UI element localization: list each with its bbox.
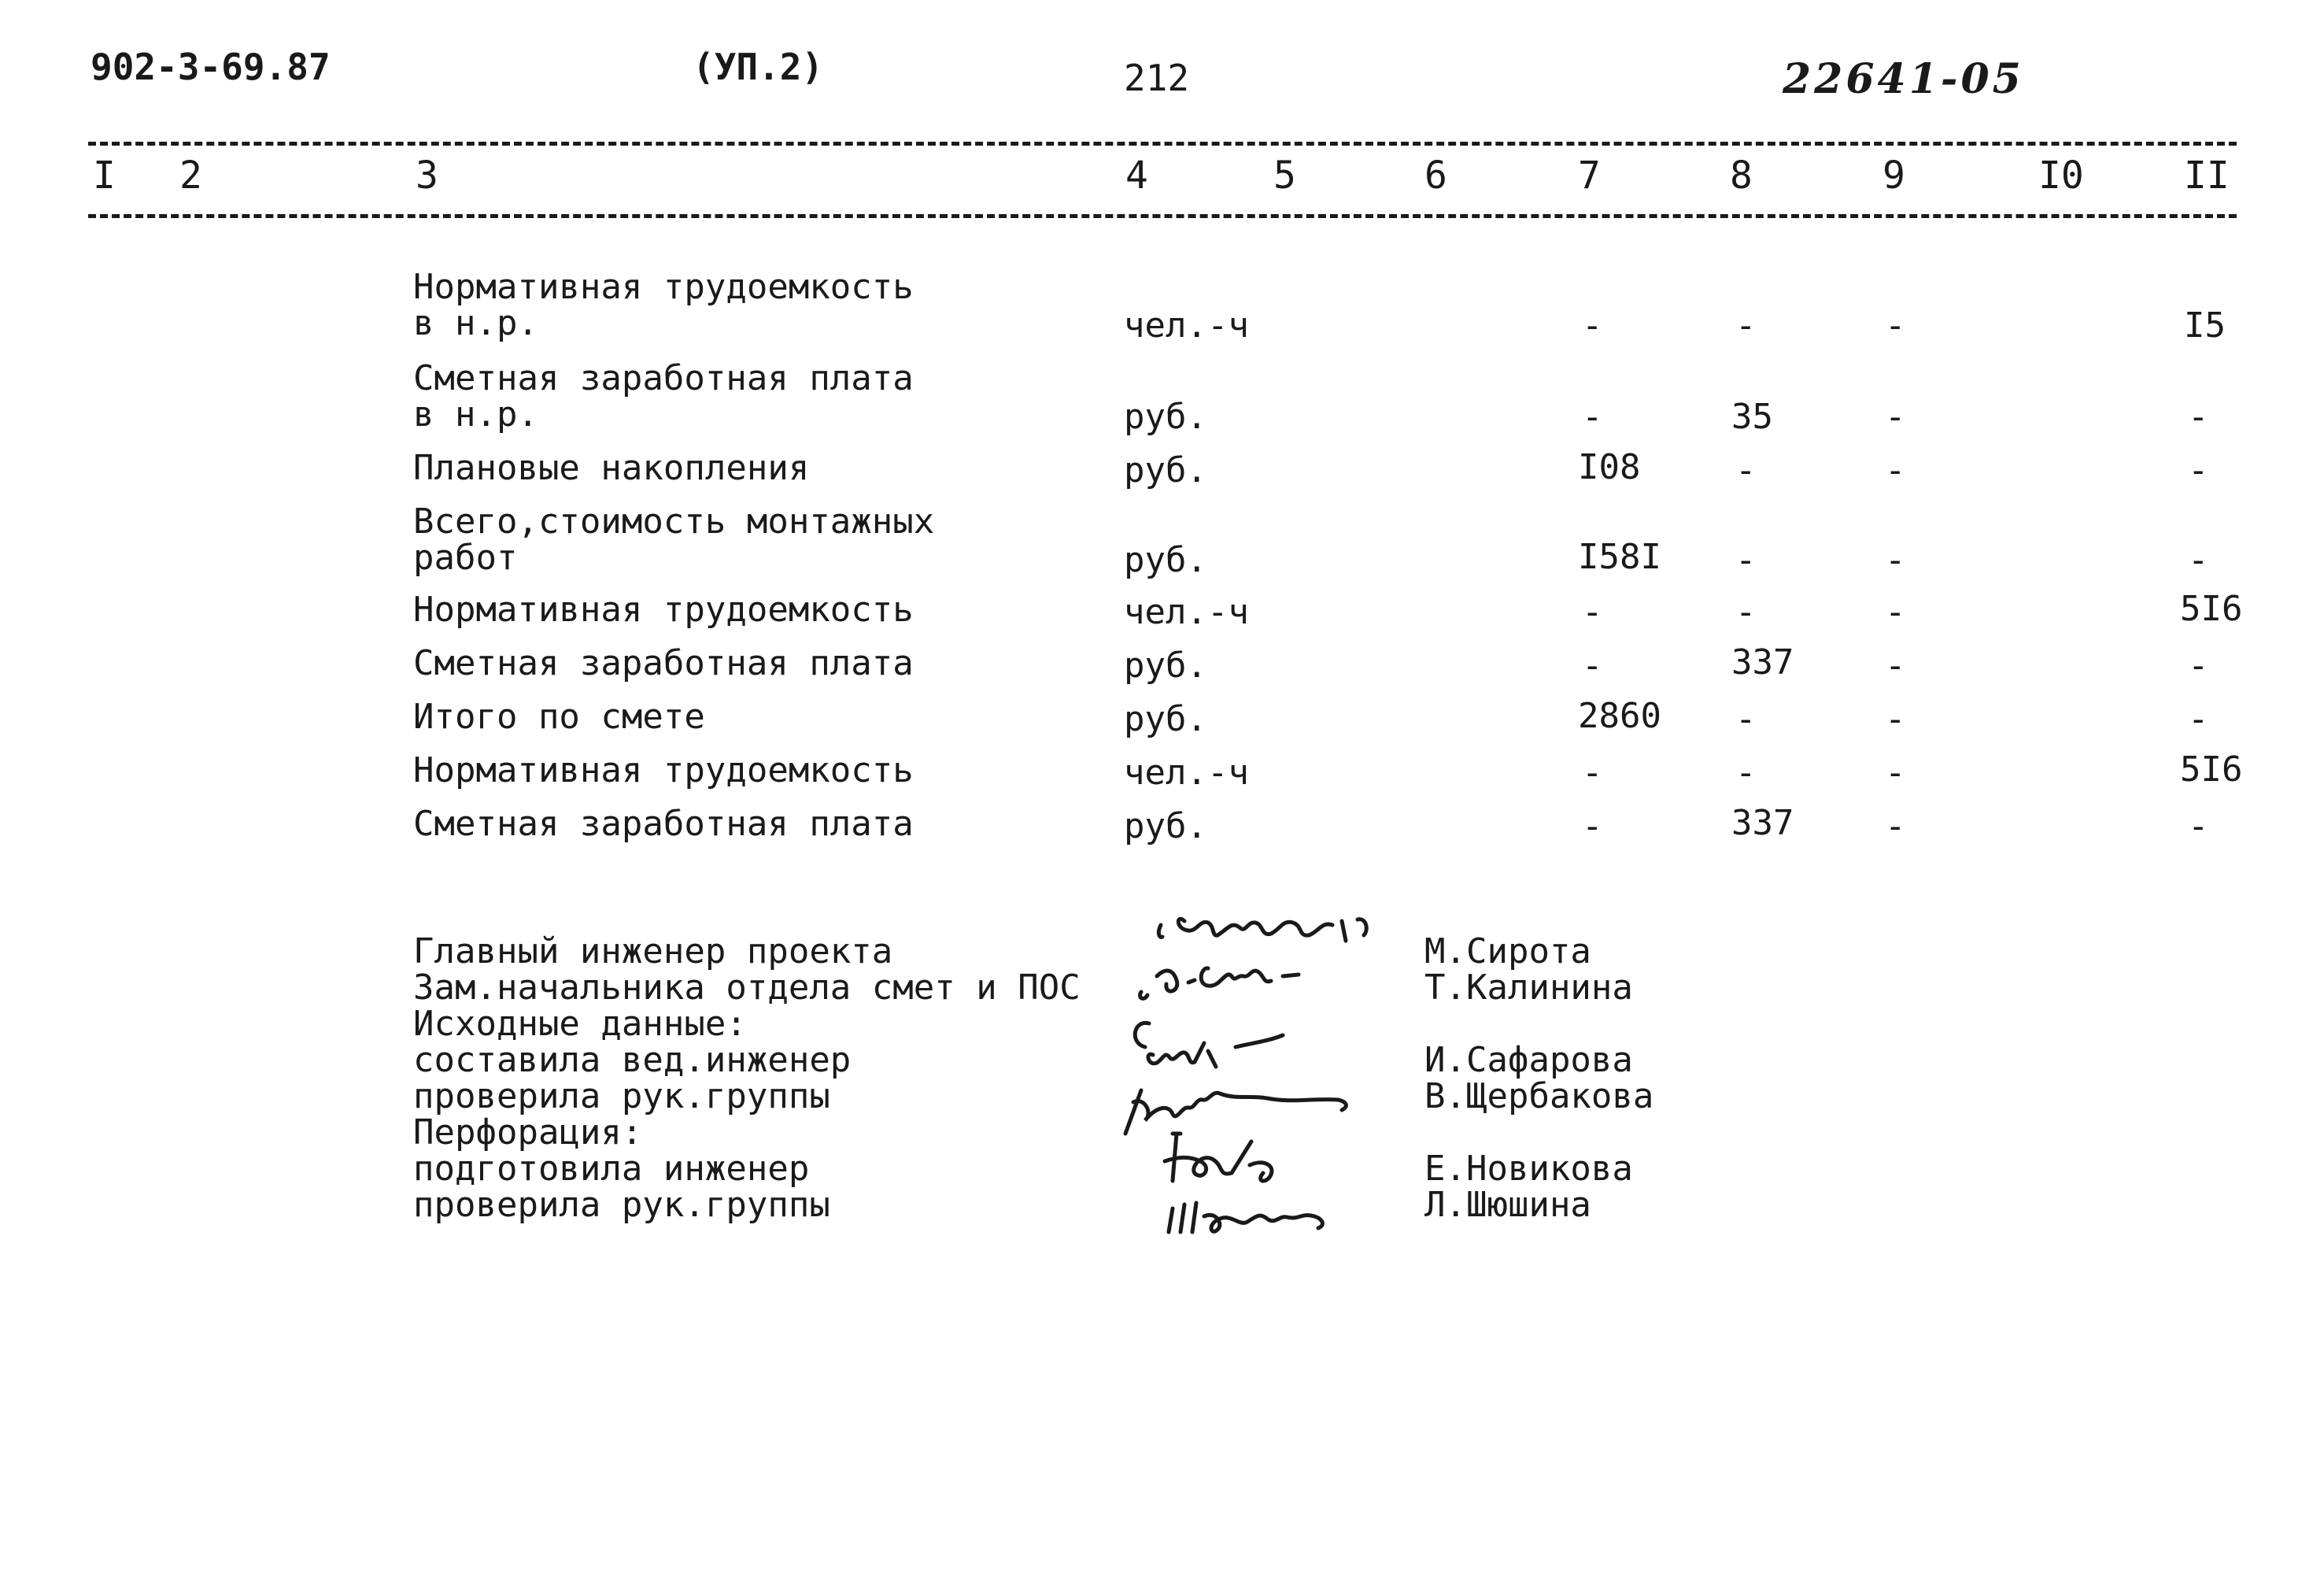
row-col9: - — [1885, 592, 1906, 632]
role-chief-engineer: Главный инженер проекта — [413, 931, 893, 971]
col-4-number: 4 — [1125, 154, 1148, 198]
row-unit: руб. — [1124, 646, 1207, 686]
row-col8: 337 — [1731, 803, 1794, 843]
row-unit: чел.-ч — [1124, 305, 1249, 346]
row-col7: - — [1582, 753, 1603, 793]
row-col11: - — [2188, 450, 2209, 490]
row-col8: - — [1735, 699, 1757, 739]
signature-novikova — [1157, 1118, 1314, 1189]
header-top-rule — [88, 142, 2237, 146]
row-unit: руб. — [1124, 540, 1207, 580]
row-col8: - — [1735, 592, 1757, 632]
row-col11: - — [2188, 397, 2209, 437]
row-label: Итого по смете — [413, 697, 705, 737]
row-unit: чел.-ч — [1124, 592, 1249, 632]
col-11-number: II — [2184, 154, 2230, 198]
signature-shyushina — [1161, 1181, 1358, 1244]
row-col9: - — [1885, 540, 1906, 580]
name-shyushina: Л.Шюшина — [1424, 1185, 1591, 1225]
row-col11: 5I6 — [2180, 749, 2243, 790]
row-col8: 337 — [1731, 642, 1794, 683]
row-col7: - — [1582, 646, 1603, 686]
doc-code: 902-3-69.87 — [91, 46, 331, 88]
name-shcherbakova: В.Щербакова — [1424, 1076, 1654, 1116]
col-5-number: 5 — [1273, 154, 1296, 198]
role-source-data: Исходные данные: — [413, 1004, 747, 1044]
row-label: Нормативная трудоемкость в н.р. — [413, 267, 914, 343]
col-9-number: 9 — [1882, 154, 1905, 198]
row-col7: - — [1582, 806, 1603, 846]
row-unit: руб. — [1124, 699, 1207, 739]
row-unit: руб. — [1124, 397, 1207, 437]
row-col11: - — [2188, 806, 2209, 846]
row-col8: - — [1735, 450, 1757, 490]
page-number: 212 — [1124, 57, 1190, 99]
row-col9: - — [1885, 753, 1906, 793]
row-col7: I08 — [1578, 447, 1641, 487]
role-checked-by-2: проверила рук.группы — [413, 1185, 830, 1225]
row-col7: I58I — [1578, 537, 1661, 577]
row-col9: - — [1885, 806, 1906, 846]
row-col11: I5 — [2184, 305, 2226, 346]
row-label: Сметная заработная плата — [413, 804, 914, 844]
row-col8: 35 — [1731, 397, 1773, 437]
role-compiled-by: составила вед.инженер — [413, 1040, 852, 1080]
row-col11: - — [2188, 540, 2209, 580]
col-8-number: 8 — [1730, 154, 1753, 198]
row-col9: - — [1885, 646, 1906, 686]
col-7-number: 7 — [1578, 154, 1601, 198]
row-col7: - — [1582, 592, 1603, 632]
row-label: Всего,стоимость монтажных работ — [413, 501, 935, 578]
role-prepared-by: подготовила инженер — [413, 1149, 810, 1189]
row-unit: чел.-ч — [1124, 753, 1249, 793]
role-perforation: Перфорация: — [413, 1112, 643, 1153]
row-col8: - — [1735, 305, 1757, 346]
row-label: Нормативная трудоемкость — [413, 750, 914, 790]
row-col9: - — [1885, 397, 1906, 437]
row-col8: - — [1735, 540, 1757, 580]
row-col7: - — [1582, 305, 1603, 346]
name-kalinina: Т.Калинина — [1424, 968, 1633, 1008]
row-col11: - — [2188, 699, 2209, 739]
row-col11: 5I6 — [2180, 589, 2243, 629]
row-label: Плановые накопления — [413, 448, 810, 488]
row-col11: - — [2188, 646, 2209, 686]
row-col7: 2860 — [1578, 696, 1661, 736]
handwritten-code: 22641-05 — [1783, 55, 2024, 103]
col-3-number: 3 — [416, 154, 438, 198]
row-col8: - — [1735, 753, 1757, 793]
signature-kalinina — [1133, 953, 1338, 1008]
name-sirota: М.Сирота — [1424, 931, 1591, 971]
section-label: (УП.2) — [693, 46, 824, 88]
row-label: Сметная заработная плата — [413, 643, 914, 683]
row-label: Сметная заработная плата в н.р. — [413, 358, 914, 435]
header-bottom-rule — [88, 214, 2237, 218]
row-col9: - — [1885, 450, 1906, 490]
name-safarova: И.Сафарова — [1424, 1040, 1633, 1080]
col-1-number: I — [93, 154, 116, 198]
role-checked-by: проверила рук.группы — [413, 1076, 830, 1116]
row-label: Нормативная трудоемкость — [413, 590, 914, 630]
name-novikova: Е.Новикова — [1424, 1149, 1633, 1189]
row-col9: - — [1885, 699, 1906, 739]
row-col7: - — [1582, 397, 1603, 437]
col-2-number: 2 — [179, 154, 202, 198]
col-10-number: I0 — [2038, 154, 2084, 198]
role-deputy-head: Зам.начальника отдела смет и ПОС — [413, 968, 1081, 1008]
row-col9: - — [1885, 305, 1906, 346]
row-unit: руб. — [1124, 450, 1207, 490]
row-unit: руб. — [1124, 806, 1207, 846]
col-6-number: 6 — [1424, 154, 1447, 198]
